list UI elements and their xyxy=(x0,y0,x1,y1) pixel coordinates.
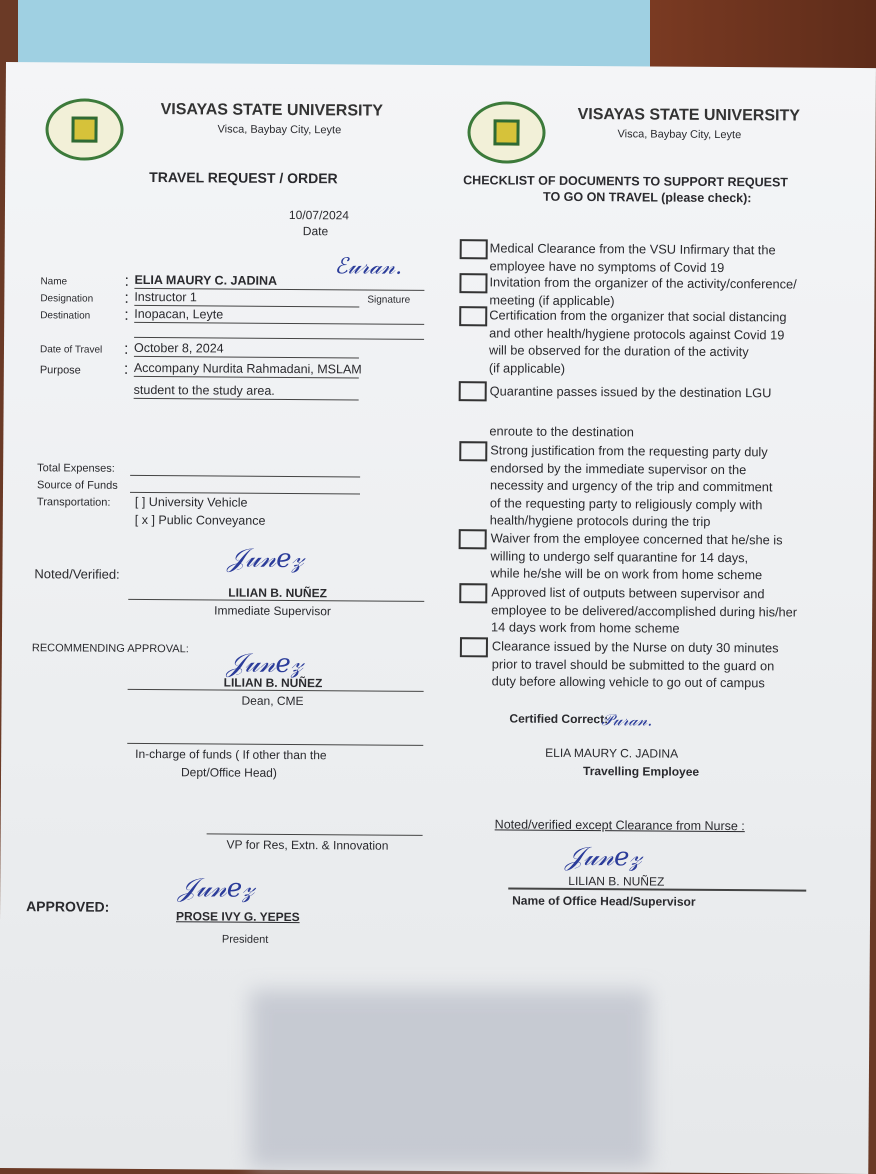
signature-mark: 𝒥𝓊𝓃𝑒𝓏 xyxy=(565,841,642,873)
checklist-checkbox[interactable] xyxy=(460,637,488,657)
checklist-item: Waiver from the employee concerned that he/she is willing to undergo self quarantine for 14 days, while he/she will be on work from home scheme xyxy=(490,530,783,583)
checklist-item: Certification from the organizer that social distancing and other health/hygiene protocols against Covid 19 will be observed for the duration of the activity (if applicable) xyxy=(488,307,787,376)
checklist-item: Clearance issued by the Nurse on duty 30 minutes prior to travel should be submitted to the guard on duty before allowing vehicle to go out of campus xyxy=(491,638,779,691)
transport-option-public-conveyance: [ x ] Public Conveyance xyxy=(134,512,266,528)
name-field: ELIA MAURY C. JADINA xyxy=(134,273,424,291)
signature-mark: 𝒫𝓊𝓇𝒶𝓃. xyxy=(601,710,653,730)
name-label: Name xyxy=(40,276,68,288)
signature-label: Signature xyxy=(367,294,411,306)
checklist-checkbox[interactable] xyxy=(459,306,487,326)
funds-incharge-label-line2: Dept/Office Head) xyxy=(180,765,277,780)
certified-role: Travelling Employee xyxy=(583,764,700,779)
checklist-checkbox[interactable] xyxy=(459,273,487,293)
office-head-name: LILIAN B. NUÑEZ xyxy=(568,873,665,889)
noted-label: Noted/Verified: xyxy=(34,566,120,582)
photo-shadow xyxy=(250,990,650,1168)
office-head-role: Name of Office Head/Supervisor xyxy=(512,893,696,909)
certified-label: Certified Correct: xyxy=(509,711,609,727)
signature-mark: 𝒥𝓊𝓃𝑒𝓏 xyxy=(227,543,304,575)
checklist-title-line1: CHECKLIST OF DOCUMENTS TO SUPPORT REQUEST xyxy=(463,173,789,190)
designation-label: Designation xyxy=(40,293,94,305)
checklist-item: Approved list of outputs between supervisor and employee to be delivered/accomplished during his/her 14 days work from home scheme xyxy=(491,584,798,636)
checklist-checkbox[interactable] xyxy=(460,239,488,259)
source-of-funds-label: Source of Funds xyxy=(37,479,118,492)
university-seal-logo xyxy=(45,98,123,161)
document-page: VISAYAS STATE UNIVERSITY Visca, Baybay City, Leyte TRAVEL REQUEST / ORDER 10/07/2024 Date Name : ELIA MAURY C. JADINA ℰ𝓊𝓇𝒶𝓃. Signature Designation : Instructor 1 Destination : Inopacan, Leyte Date of Travel : October 8, 2024 Purpose : Accompany Nurdita Rahmadani, MSLAM student to the study area. Total Expenses: Source of Funds Transportation: [ ] University Vehicle [ x ] Public Conveyance Noted/Verified: 𝒥𝓊𝓃𝑒𝓏 LILIAN B. NUÑEZ Immediate Supervisor RECOMMENDING APPROVAL: 𝒥𝓊𝓃𝑒𝓏 LILIAN B. NUÑEZ Dean, CME In-charge of funds ( If other than the Dept/Office Head) VP for Res, Extn. & Innovation APPROVED: 𝒥𝓊𝓃𝑒𝓏 PROSE IVY G. YEPES President VISAYAS STATE UNIVERSITY Visca, Baybay City, Leyte CHECKLIST OF DOCUMENTS TO SUPPORT REQUEST TO GO ON TRAVEL (please check): Medical Clearance from the VSU Infirmary that the employee have no symptoms of Covid 19 Invitation from the organizer of the activity/conference/ meeting (if applicable) Certification from the organizer that social distancing and other health/hygiene protocols against Covid 19 will be observed for the duration of the activity (if applicable) Quarantine passes issued by the destination LGU enroute to the destination Strong justification from the requesting party duly endorsed by the immediate supervisor on the necessity and urgency of the trip and commitment of the requesting party to religiously comply with health/hygiene protocols during the trip Waiver from the employee concerned that he/she is willing to undergo self quarantine for 14 days, while he/she will be on work from home scheme Approved list of outputs between supervisor and employee to be delivered/accomplished during his/her 14 days work from home scheme Clearance issued by the Nurse on duty 30 minutes prior to travel should be submitted to the guard on duty before allowing vehicle to go out of campus Certified Correct: 𝒫𝓊𝓇𝒶𝓃. ELIA MAURY C. JADINA Travelling Employee Noted/verified except Clearance from Nurse : 𝒥𝓊𝓃𝑒𝓏 LILIAN B. NUÑEZ Name of Office Head/Supervisor xyxy=(0,62,876,1174)
purpose-label: Purpose xyxy=(39,364,81,377)
checklist-item: Quarantine passes issued by the destination LGU enroute to the destination xyxy=(489,383,772,440)
funds-incharge-label-line1: In-charge of funds ( If other than the xyxy=(135,746,327,763)
checklist-checkbox[interactable] xyxy=(459,583,487,603)
date-label: Date xyxy=(302,224,329,239)
approved-name: PROSE IVY G. YEPES xyxy=(175,909,300,925)
recommending-name: LILIAN B. NUÑEZ xyxy=(223,675,323,691)
checklist-item: Invitation from the organizer of the activity/conference/ meeting (if applicable) xyxy=(489,274,797,308)
university-address: Visca, Baybay City, Leyte xyxy=(617,128,742,142)
signature-mark: ℰ𝓊𝓇𝒶𝓃. xyxy=(334,254,403,280)
approved-role: President xyxy=(221,933,269,946)
purpose-field-line2: student to the study area. xyxy=(134,383,359,401)
checklist-checkbox[interactable] xyxy=(459,441,487,461)
certified-name: ELIA MAURY C. JADINA xyxy=(545,745,679,761)
destination-field: Inopacan, Leyte xyxy=(134,307,424,325)
university-name: VISAYAS STATE UNIVERSITY xyxy=(577,105,800,125)
recommending-approval-label: RECOMMENDING APPROVAL: xyxy=(31,642,189,656)
date-value: 10/07/2024 xyxy=(288,207,350,223)
total-expenses-label: Total Expenses: xyxy=(37,462,115,475)
transportation-label: Transportation: xyxy=(36,496,111,509)
vp-label: VP for Res, Extn. & Innovation xyxy=(226,837,389,853)
date-of-travel-label: Date of Travel xyxy=(39,344,103,356)
university-name: VISAYAS STATE UNIVERSITY xyxy=(160,101,384,120)
date-of-travel-field: October 8, 2024 xyxy=(134,341,359,359)
form-title: TRAVEL REQUEST / ORDER xyxy=(149,169,338,187)
noted-name: LILIAN B. NUÑEZ xyxy=(228,585,328,601)
purpose-field-line1: Accompany Nurdita Rahmadani, MSLAM xyxy=(133,360,362,377)
university-address: Visca, Baybay City, Leyte xyxy=(217,123,342,137)
signature-mark: 𝒥𝓊𝓃𝑒𝓏 xyxy=(178,873,255,904)
checklist-checkbox[interactable] xyxy=(459,381,487,401)
designation-field: Instructor 1 xyxy=(134,290,359,308)
checklist-item: Strong justification from the requesting party duly endorsed by the immediate supervisor on the necessity and urgency of the trip and commitment of the requesting party to religiously comply with health/hygiene protocols during the trip xyxy=(489,442,773,529)
checklist-checkbox[interactable] xyxy=(459,529,487,549)
signature-mark: 𝒥𝓊𝓃𝑒𝓏 xyxy=(226,648,304,680)
approved-label: APPROVED: xyxy=(26,898,110,915)
checklist-title-line2: TO GO ON TRAVEL (please check): xyxy=(543,189,752,206)
university-seal-logo xyxy=(467,101,545,164)
transport-option-university-vehicle: [ ] University Vehicle xyxy=(134,494,248,510)
noted-except-label: Noted/verified except Clearance from Nurse : xyxy=(494,817,745,834)
checklist-item: Medical Clearance from the VSU Infirmary that the employee have no symptoms of Covid 19 xyxy=(489,240,776,275)
recommending-role: Dean, CME xyxy=(241,693,304,709)
destination-label: Destination xyxy=(40,310,91,322)
noted-role: Immediate Supervisor xyxy=(214,603,331,619)
